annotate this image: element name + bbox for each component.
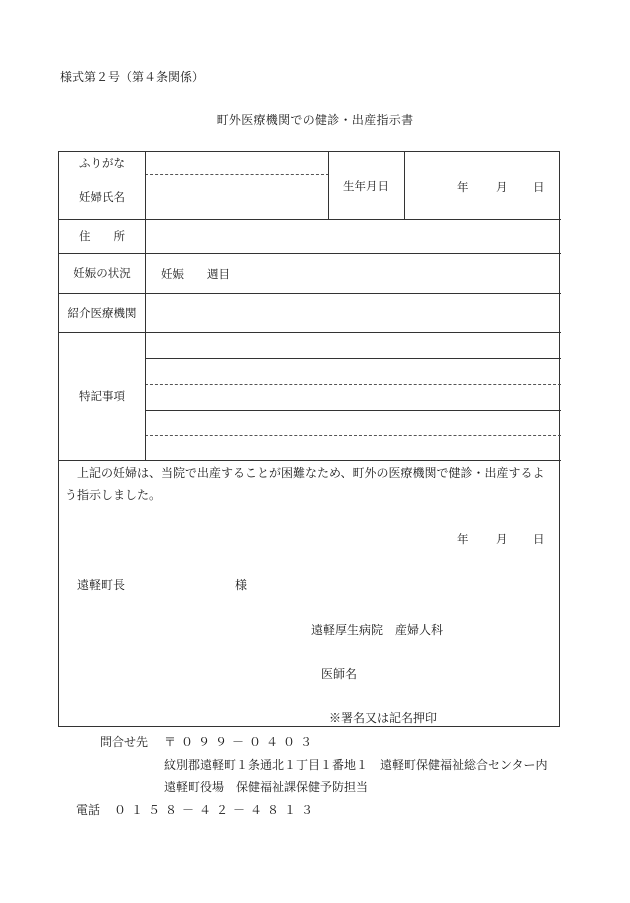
column-divider [404,152,405,219]
seal-note: ※署名又は記名押印 [329,711,438,725]
notes-line [145,358,561,359]
addressee: 遠軽町長 [77,578,126,592]
instruction-form [58,151,560,727]
pregnancy-value: 妊娠 週目 [161,267,230,281]
contact-address: 紋別郡遠軽町１条通北１丁目１番地１ 遠軽町保健福祉総合センター内 [164,758,548,772]
notes-line [145,384,561,385]
hospital-name: 遠軽厚生病院 産婦人科 [311,623,444,637]
referral-label: 紹介医療機関 [67,305,137,320]
notes-line [145,410,561,411]
issue-year: 年 [457,532,469,546]
pregnancy-label: 妊娠の状況 [73,266,131,280]
notes-line [145,435,561,436]
furigana-label: ふりがな [79,156,125,170]
honorific: 様 [235,578,248,592]
furigana-input[interactable] [146,153,328,173]
contact-label: 問合せ先 [100,735,149,749]
issue-month: 月 [496,532,508,546]
phone-number: ０１５８－４２－４８１３ [114,803,319,817]
page-title: 町外医療機関での健診・出産指示書 [216,113,414,127]
row-divider [59,460,561,461]
birthdate-label: 生年月日 [343,178,389,193]
notes-label: 特記事項 [79,389,125,403]
name-input[interactable] [146,175,328,218]
phone-label: 電話 [76,803,101,817]
issue-day: 日 [533,532,545,546]
birthdate-year: 年 [457,180,469,194]
form-number: 様式第２号（第４条関係） [60,70,205,84]
contact-postal: 〒０９９－０４０３ [164,735,318,749]
birthdate-day: 日 [533,180,545,194]
name-label: 妊婦氏名 [79,189,125,204]
address-label: 住 所 [79,229,125,243]
address-input[interactable] [146,220,560,253]
doctor-label: 医師名 [321,667,358,681]
instruction-text: 上記の妊婦は、当院で出産することが困難なため、町外の医療機関で健診・出産するよう指示しました。 [65,466,545,502]
referral-input[interactable] [146,294,560,332]
contact-department: 遠軽町役場 保健福祉課保健予防担当 [164,780,369,794]
birthdate-month: 月 [496,180,508,194]
